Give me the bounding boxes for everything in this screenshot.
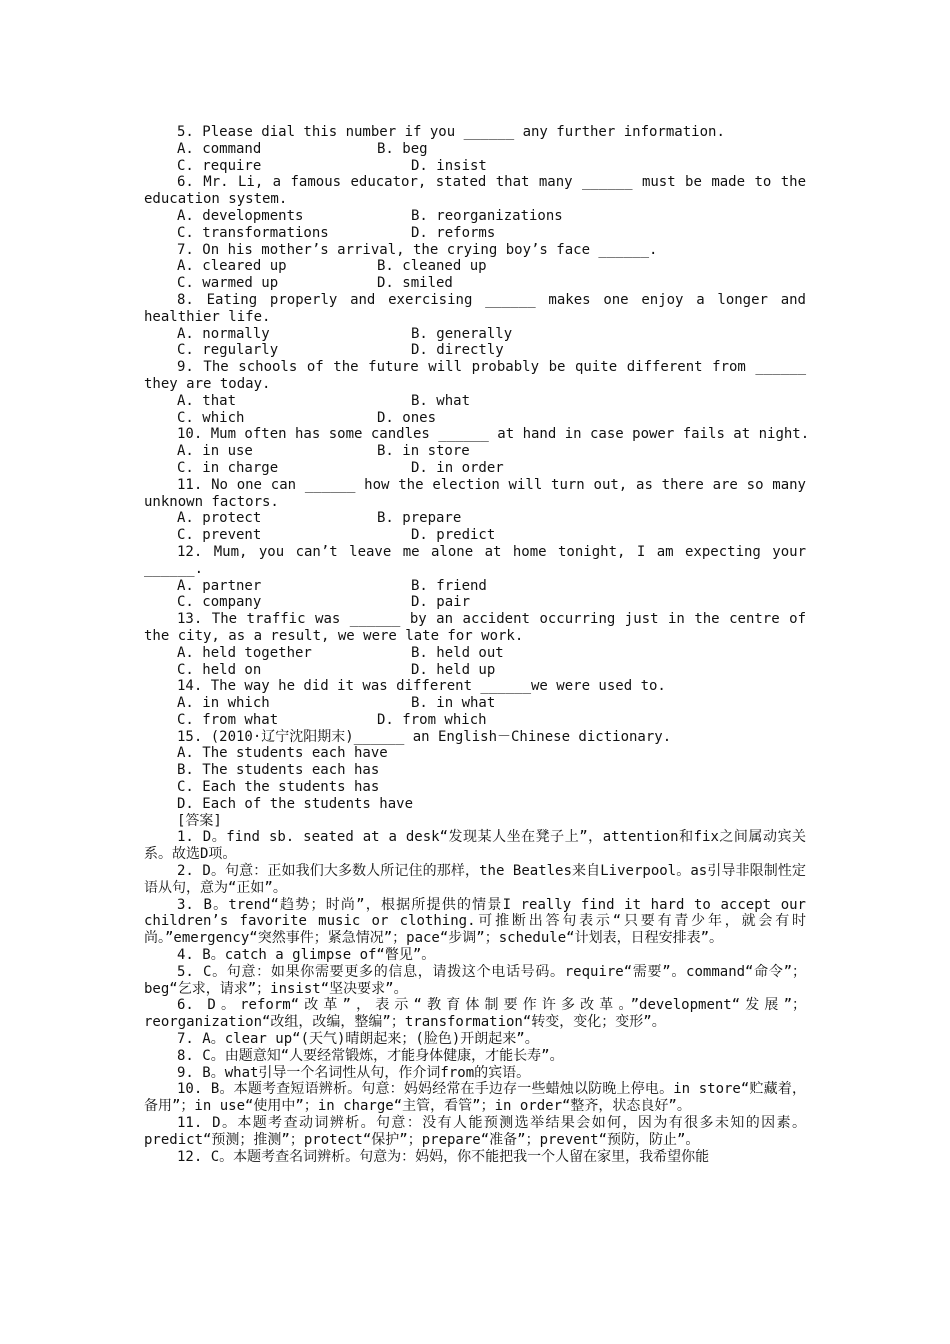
option-d: D. insist bbox=[411, 157, 487, 174]
question-stem: 15. (2010·辽宁沈阳期末)______ an English－Chinese dictionary. bbox=[177, 728, 672, 745]
document-page bbox=[144, 124, 810, 1165]
option-b: B. friend bbox=[411, 577, 487, 594]
answer-item: 4. B。catch a glimpse of“瞥见”。 bbox=[177, 947, 436, 964]
question-stem: 12. Mum, you can’t leave me alone at home tonight, I am expecting your bbox=[177, 543, 806, 560]
answer-item: 8. C。由题意知“人要经常锻炼，才能身体健康，才能长寿”。 bbox=[177, 1047, 564, 1064]
option-a: A. in use bbox=[177, 443, 253, 460]
option-d: D. from which bbox=[377, 711, 487, 728]
question-6 bbox=[144, 174, 806, 241]
option-b: B. in what bbox=[411, 695, 496, 712]
option-c: C. held on bbox=[177, 661, 262, 678]
option-c: C. Each the students has bbox=[177, 779, 380, 796]
options-row bbox=[144, 141, 806, 158]
question-5 bbox=[144, 124, 806, 174]
options-row bbox=[144, 594, 806, 611]
question-stem-continued: they are today. bbox=[144, 375, 271, 392]
option-a: A. normally bbox=[177, 325, 270, 342]
options-row bbox=[144, 258, 806, 275]
question-stem-continued: education system. bbox=[144, 191, 288, 208]
answer-item: 9. B。what引导一个名词性从句，作介词from的宾语。 bbox=[177, 1064, 531, 1081]
option-d: D. reforms bbox=[411, 224, 496, 241]
answer-heading: [答案] bbox=[177, 812, 222, 829]
answer-item: 11. D。本题考查动词辨析。句意：没有人能预测选举结果会如何，因为有很多未知的因素。predict“预测；推测”；protect“保护”；prepare“准备”；prevent“预防，防止”。 bbox=[144, 1115, 806, 1148]
question-10 bbox=[144, 426, 810, 476]
option-c: C. company bbox=[177, 594, 262, 611]
answer-item: 10. B。本题考查短语辨析。句意：妈妈经常在手边存一些蜡烛以防晚上停电。in store“贮藏着，备用”；in use“使用中”；in charge“主管，看管”；in order“整齐，状态良好”。 bbox=[144, 1081, 806, 1115]
option-a: A. in which bbox=[177, 695, 270, 712]
option-d: D. directly bbox=[411, 342, 504, 359]
option-a: A. cleared up bbox=[177, 258, 287, 275]
options-row bbox=[144, 527, 806, 544]
option-b: B. generally bbox=[411, 325, 513, 342]
question-stem: 6. Mr. Li, a famous educator, stated that many ______ must be made to the bbox=[177, 174, 806, 191]
question-14 bbox=[144, 678, 806, 728]
answer-item: 2. D。句意：正如我们大多数人所记住的那样，the Beatles来自Liverpool。as引导非限制性定语从句，意为“正如”。 bbox=[144, 863, 806, 896]
question-stem-continued: healthier life. bbox=[144, 308, 271, 325]
question-stem: 14. The way he did it was different ______we were used to. bbox=[177, 678, 666, 695]
answer-item: 3. B。trend“趋势；时尚”，根据所提供的情景I really find it hard to accept our children’s favorite music or clothing.可推断出答句表示“只要有青少年，就会有时尚。”emergency“突然事件；紧急情况”；pace“步调”；schedule“计划表，日程安排表”。 bbox=[144, 896, 806, 947]
option-c: C. warmed up bbox=[177, 275, 279, 292]
option-d: D. smiled bbox=[377, 275, 453, 292]
question-stem: 11. No one can ______ how the election will turn out, as there are so many bbox=[177, 476, 806, 493]
option-d: D. predict bbox=[411, 527, 496, 544]
option-a: A. held together bbox=[177, 644, 312, 661]
option-c: C. transformations bbox=[177, 224, 329, 241]
question-stem: 8. Eating properly and exercising ______ makes one enjoy a longer and bbox=[177, 291, 806, 308]
option-b: B. reorganizations bbox=[411, 207, 563, 224]
question-stem-continued: ______. bbox=[144, 560, 204, 577]
option-c: C. in charge bbox=[177, 459, 279, 476]
option-a: A. developments bbox=[177, 207, 304, 224]
option-c: C. from what bbox=[177, 711, 279, 728]
options-row bbox=[144, 510, 806, 527]
option-a: A. protect bbox=[177, 510, 262, 527]
option-b: B. in store bbox=[377, 443, 470, 460]
option-a: A. that bbox=[177, 392, 237, 409]
options-row bbox=[144, 275, 806, 292]
option-b: B. cleaned up bbox=[377, 258, 487, 275]
option-d: D. Each of the students have bbox=[177, 795, 414, 812]
question-12 bbox=[144, 544, 806, 611]
question-stem-continued: unknown factors. bbox=[144, 493, 279, 510]
question-13 bbox=[144, 611, 806, 678]
option-b: B. beg bbox=[377, 140, 428, 157]
question-stem: 13. The traffic was ______ by an accident occurring just in the centre of bbox=[177, 611, 806, 628]
options-row bbox=[144, 578, 806, 595]
answer-section bbox=[144, 829, 806, 1165]
question-7 bbox=[144, 242, 806, 292]
option-c: C. which bbox=[177, 409, 245, 426]
option-c: C. require bbox=[177, 157, 262, 174]
question-8 bbox=[144, 292, 806, 359]
answer-item: 5. C。句意：如果你需要更多的信息，请拨这个电话号码。require“需要”。command“命令”；beg“乞求，请求”；insist“坚决要求”。 bbox=[144, 963, 806, 997]
question-stem: 5. Please dial this number if you ______ any further information. bbox=[177, 124, 725, 140]
option-d: D. pair bbox=[411, 594, 471, 611]
answer-item: 7. A。clear up“(天气)晴朗起来；(脸色)开朗起来”。 bbox=[177, 1031, 539, 1048]
option-b: B. what bbox=[411, 392, 471, 409]
question-stem: 9. The schools of the future will probably be quite different from ______ bbox=[177, 359, 806, 376]
options-row bbox=[144, 662, 806, 679]
question-stem: 7. On his mother’s arrival, the crying boy’s face ______. bbox=[177, 241, 658, 258]
options-row bbox=[144, 208, 806, 225]
option-c: C. regularly bbox=[177, 342, 279, 359]
options-row bbox=[144, 158, 806, 175]
question-stem: 10. Mum often has some candles ______ at hand in case power fails at night. bbox=[177, 426, 810, 443]
option-c: C. prevent bbox=[177, 527, 262, 544]
options-row bbox=[144, 342, 806, 359]
question-stem-continued: the city, as a result, we were late for work. bbox=[144, 627, 524, 644]
option-d: D. in order bbox=[411, 459, 504, 476]
answer-item: 1. D。find sb. seated at a desk“发现某人坐在凳子上”，attention和fix之间属动宾关系。故选D项。 bbox=[144, 829, 806, 863]
option-a: A. command bbox=[177, 140, 262, 157]
option-a: A. The students each have bbox=[177, 745, 388, 762]
option-b: B. prepare bbox=[377, 510, 462, 527]
options-row bbox=[144, 460, 806, 477]
question-11 bbox=[144, 477, 806, 544]
option-b: B. held out bbox=[411, 644, 504, 661]
options-row bbox=[144, 712, 806, 729]
question-15 bbox=[144, 729, 806, 813]
options-row bbox=[144, 695, 806, 712]
options-row bbox=[144, 645, 806, 662]
options-row bbox=[144, 225, 806, 242]
option-a: A. partner bbox=[177, 577, 262, 594]
answer-item: 6. D。reform“改革”，表示“教育体制要作许多改革。”development“发展”；reorganization“改组，改编，整编”；transformation“转变，变化；变形”。 bbox=[144, 997, 806, 1031]
options-row bbox=[144, 443, 806, 460]
answer-item: 12. C。本题考查名词辨析。句意为：妈妈，你不能把我一个人留在家里，我希望你能 bbox=[177, 1148, 710, 1165]
option-d: D. held up bbox=[411, 661, 496, 678]
question-9 bbox=[144, 359, 806, 426]
option-d: D. ones bbox=[377, 409, 437, 426]
options-row bbox=[144, 410, 806, 427]
option-b: B. The students each has bbox=[177, 762, 380, 779]
options-row bbox=[144, 326, 806, 343]
options-row bbox=[144, 393, 806, 410]
